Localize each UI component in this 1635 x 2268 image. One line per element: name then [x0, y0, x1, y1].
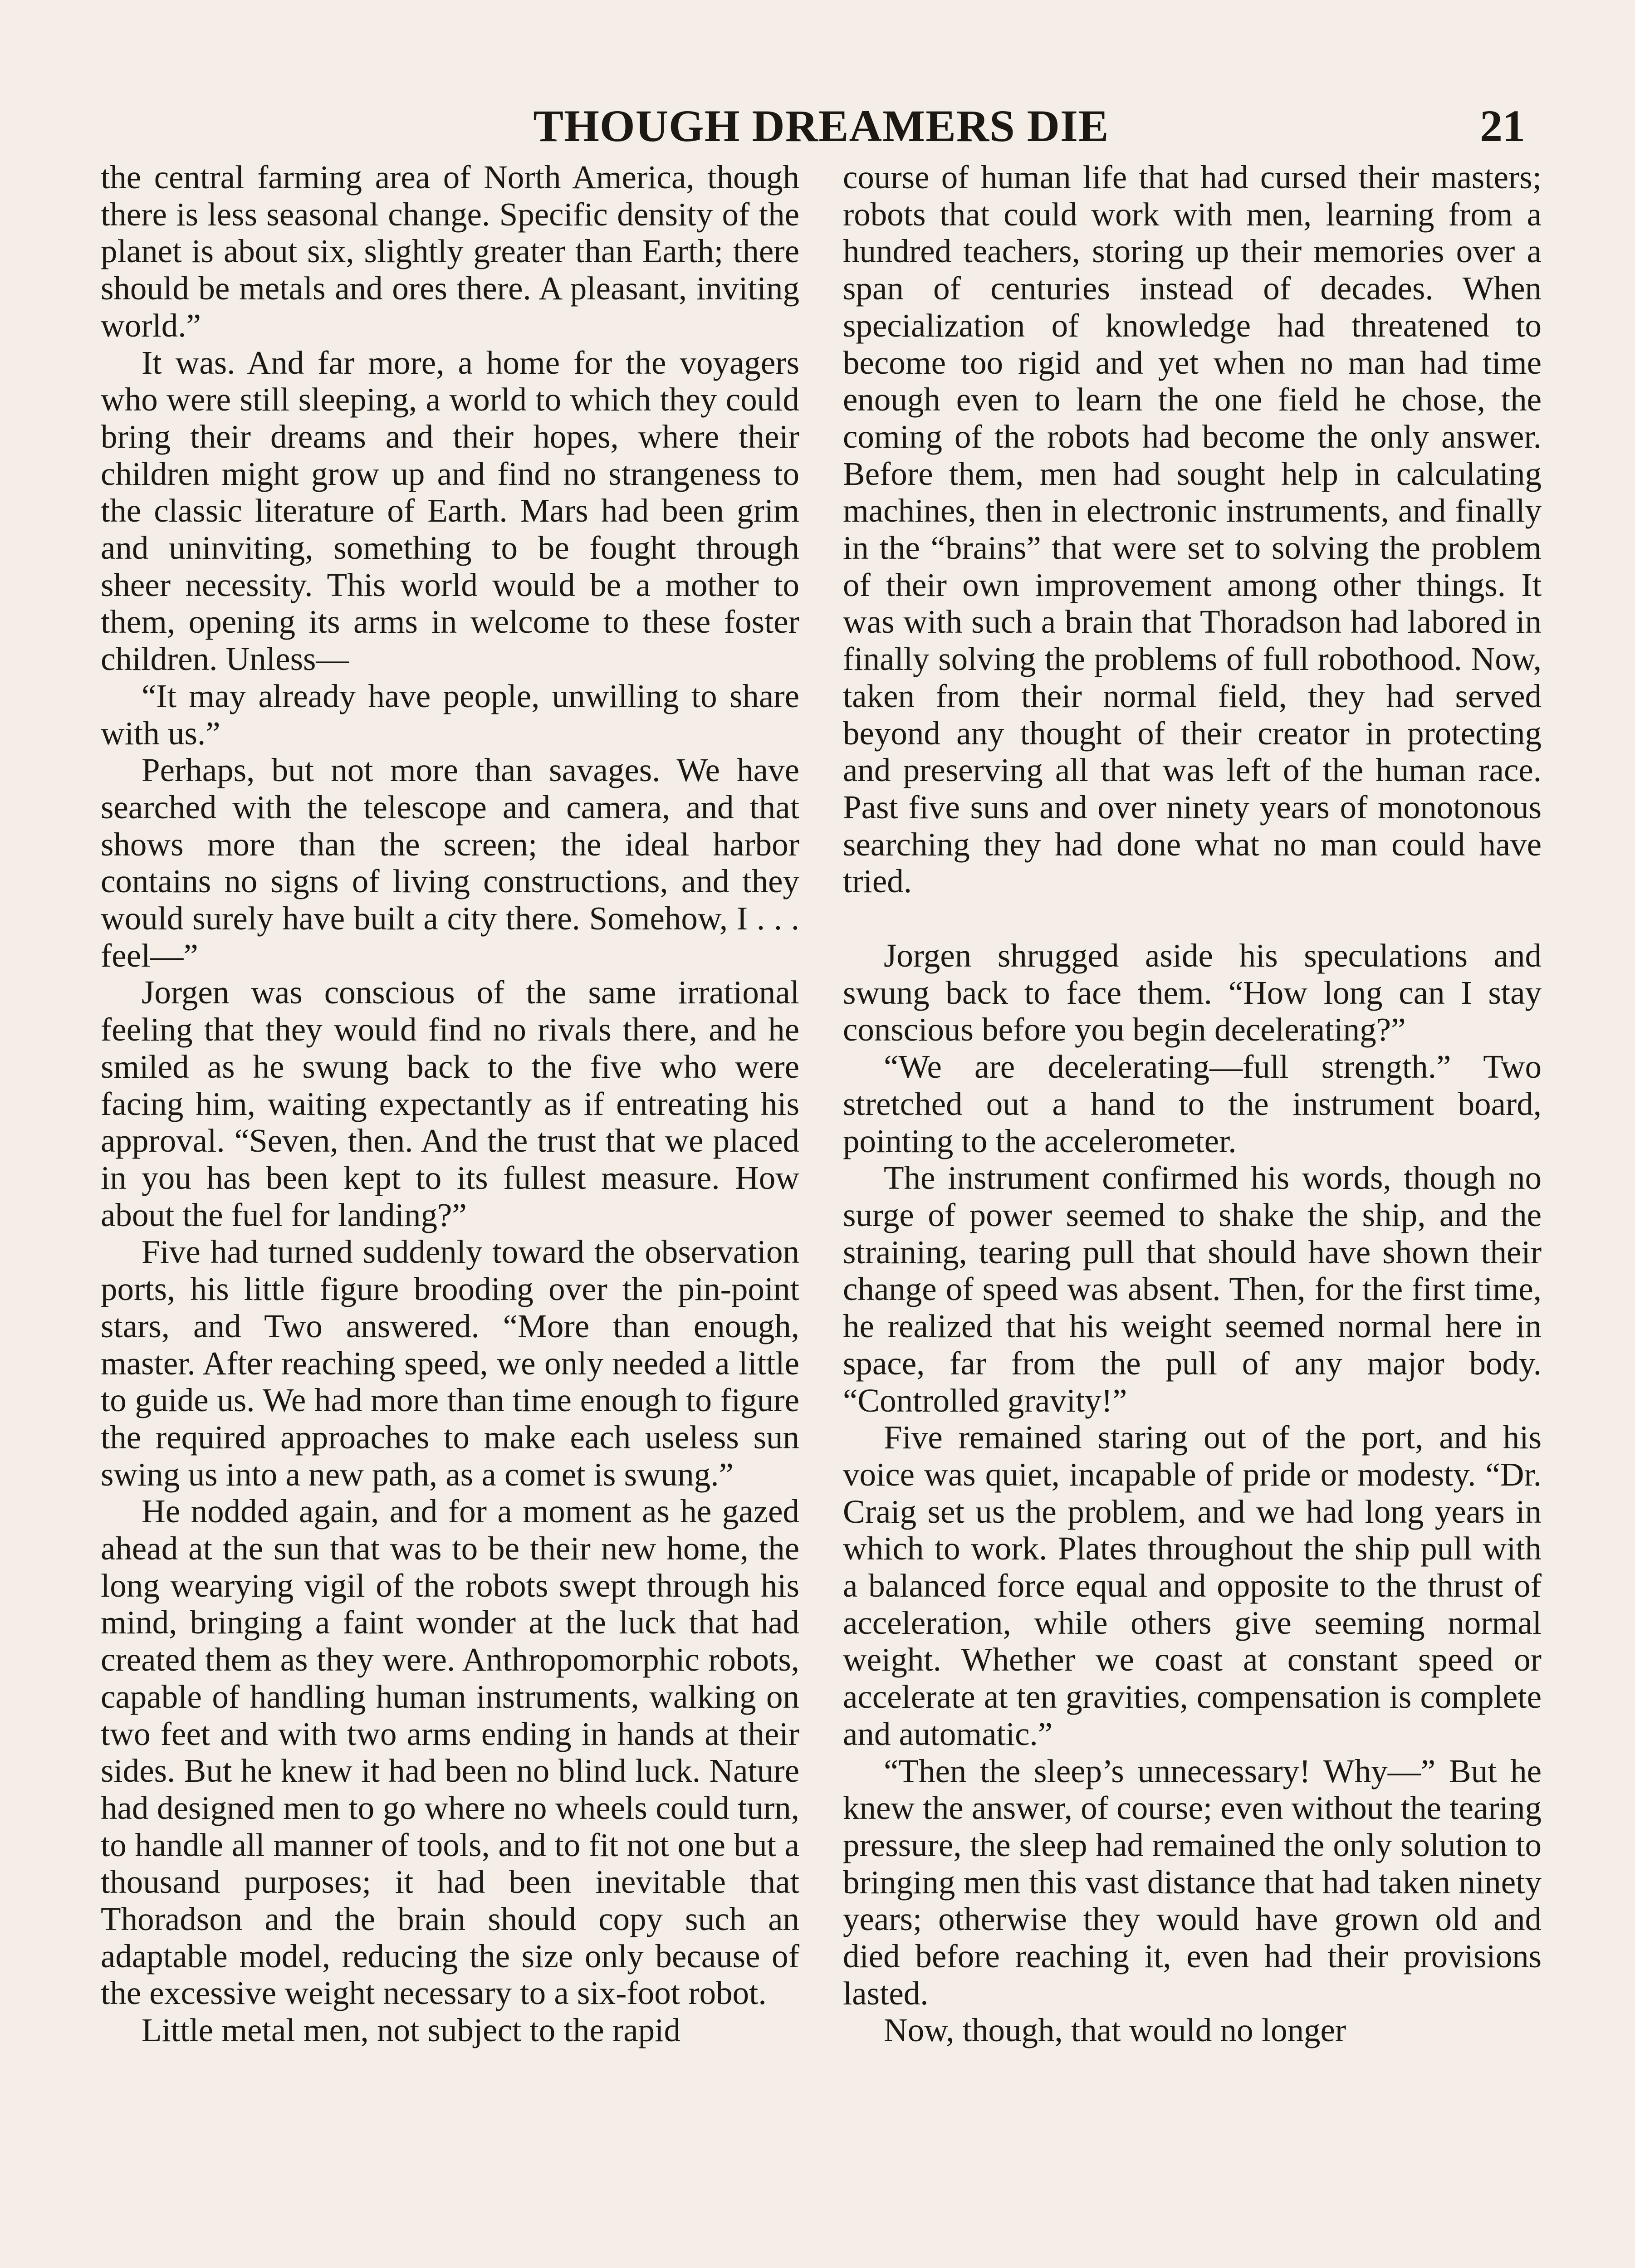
paragraph: the central farming area of North America, though there is less seasonal change. Specific density of the planet is about six, slightly greater than Earth; there should be metals and ores there. A pleasant, inviting world.” [101, 159, 799, 344]
paragraph: “Then the sleep’s unnecessary! Why—” But he knew the answer, of course; even without the tearing pressure, the sleep had remained the only solution to bringing men this vast distance that had taken ninety years; otherwise they would have grown old and died before reaching it, even had their provisions lasted. [843, 1752, 1542, 2012]
paragraph: Jorgen was conscious of the same irrational feeling that they would find no rivals there, and he smiled as he swung back to the five who were facing him, waiting expectantly as if entreating his approval. “Seven, then. And the trust that we placed in you has been kept to its fullest measure. How about the fuel for landing?” [101, 974, 799, 1233]
paragraph: Little metal men, not subject to the rapid [142, 2012, 680, 2049]
paragraph: It was. And far more, a home for the voyagers who were still sleeping, a world to which they could bring their dreams and their hopes, where their children might grow up and find no strangeness to the classic literature of Earth. Mars had been grim and uninviting, something to be fought through sheer necessity. This world would be a mother to them, opening its arms in welcome to these foster children. Unless— [101, 344, 799, 678]
section-break [843, 900, 1542, 937]
page-number: 21 [1480, 101, 1525, 151]
paragraph: Five remained staring out of the port, and his voice was quiet, incapable of pride or modesty. “Dr. Craig set us the problem, and we had long years in which to work. Plates throughout the ship pull with a balanced force equal and opposite to the thrust of acceleration, while others give seeming normal weight. Whether we coast at constant speed or accelerate at ten gravities, compensation is complete and automatic.” [843, 1419, 1542, 1752]
paragraph: The instrument confirmed his words, though no surge of power seemed to shake the ship, and the straining, tearing pull that should have shown their change of speed was absent. Then, for the first time, he realized that his weight seemed normal here in space, far from the pull of any major body. “Controlled gravity!” [843, 1159, 1542, 1419]
left-column [101, 159, 799, 2049]
paragraph: Perhaps, but not more than savages. We have searched with the telescope and camera, and that shows more than the screen; the ideal harbor contains no signs of living constructions, and they would surely have built a city there. Somehow, I . . . feel—” [101, 752, 799, 974]
page-header [0, 91, 1635, 154]
paragraph: Jorgen shrugged aside his speculations and swung back to face them. “How long can I stay conscious before you begin decelerating?” [843, 937, 1542, 1048]
paragraph: “We are decelerating—full strength.” Two stretched out a hand to the instrument board, pointing to the accelerometer. [843, 1048, 1542, 1159]
paragraph: Now, though, that would no longer [884, 2012, 1346, 2049]
paragraph: “It may already have people, unwilling to share with us.” [101, 677, 799, 752]
running-title: THOUGH DREAMERS DIE [533, 101, 1109, 151]
right-column [843, 159, 1542, 2049]
paragraph: He nodded again, and for a moment as he gazed ahead at the sun that was to be their new home, the long wearying vigil of the robots swept through his mind, bringing a faint wonder at the luck that had created them as they were. Anthropomorphic robots, capable of handling human instruments, walking on two feet and with two arms ending in hands at their sides. But he knew it had been no blind luck. Nature had designed men to go where no wheels could turn, to handle all manner of tools, and to fit not one but a thousand purposes; it had been inevitable that Thoradson and the brain should copy such an adaptable model, reducing the size only because of the excessive weight necessary to a six-foot robot. [101, 1493, 799, 2012]
paragraph: Five had turned suddenly toward the observation ports, his little figure brooding over the pin-point stars, and Two answered. “More than enough, master. After reaching speed, we only needed a little to guide us. We had more than time enough to figure the required approaches to make each useless sun swing us into a new path, as a comet is swung.” [101, 1233, 799, 1493]
paragraph: course of human life that had cursed their masters; robots that could work with men, learning from a hundred teachers, storing up their memories over a span of centuries instead of decades. When specialization of knowledge had threatened to become too rigid and yet when no man had time enough even to learn the one field he chose, the coming of the robots had become the only answer. Before them, men had sought help in calculating machines, then in electronic instruments, and finally in the “brains” that were set to solving the problem of their own improvement among other things. It was with such a brain that Thoradson had labored in finally solving the problems of full robothood. Now, taken from their normal field, they had served beyond any thought of their creator in protecting and preserving all that was left of the human race. Past five suns and over ninety years of monotonous searching they had done what no man could have tried. [843, 159, 1542, 900]
